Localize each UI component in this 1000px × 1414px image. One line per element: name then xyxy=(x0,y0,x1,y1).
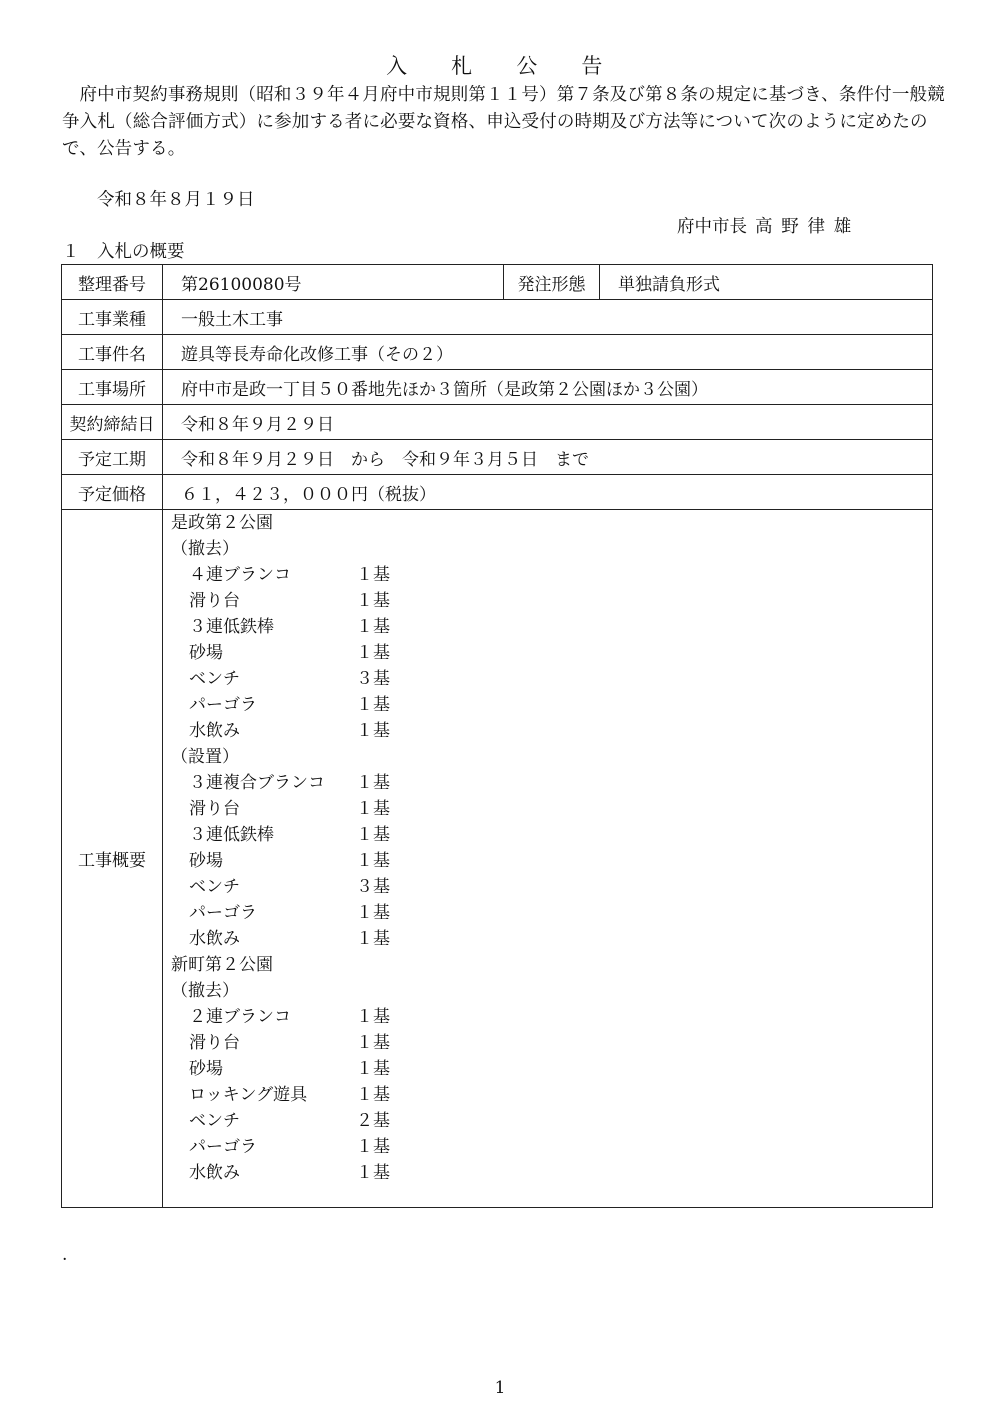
list-item xyxy=(171,640,932,666)
work-group xyxy=(171,536,932,562)
list-item xyxy=(171,926,932,952)
item-text: 水飲み xyxy=(189,1163,240,1183)
label-cell: 工事業種 xyxy=(62,300,163,335)
list-item xyxy=(171,666,932,692)
park-name xyxy=(171,510,932,536)
list-item xyxy=(171,770,932,796)
summary-list xyxy=(171,510,932,1186)
list-item xyxy=(171,718,932,744)
issuer-title: 府中市長 xyxy=(677,217,747,237)
item-quantity: １基 xyxy=(356,1137,390,1157)
item-text: 水飲み xyxy=(189,721,240,741)
list-item xyxy=(171,1056,932,1082)
list-item xyxy=(171,796,932,822)
item-text: 水飲み xyxy=(189,929,240,949)
intro-paragraph: 府中市契約事務規則（昭和３９年４月府中市規則第１１号）第７条及び第８条の規定に基づき、条件付一般競争入札（総合評価方式）に参加する者に必要な資格、申込受付の時期及び方法等について次のように定めたので、公告する。 xyxy=(62,85,945,159)
issuer-name: 高野律雄 xyxy=(755,217,860,237)
item-text: ３連低鉄棒 xyxy=(189,617,274,637)
item-quantity: １基 xyxy=(356,721,390,741)
park-name xyxy=(171,952,932,978)
item-quantity: １基 xyxy=(356,1163,390,1183)
item-quantity: ３基 xyxy=(356,877,390,897)
label-cell: 契約締結日 xyxy=(62,405,163,440)
item-text: 滑り台 xyxy=(189,799,240,819)
list-item xyxy=(171,562,932,588)
table-row xyxy=(62,335,933,370)
label-cell: 工事概要 xyxy=(62,510,163,1208)
list-item xyxy=(171,614,932,640)
item-quantity: ２基 xyxy=(356,1111,390,1131)
item-text: パーゴラ xyxy=(189,903,257,923)
value-cell: 第26100080号 xyxy=(163,265,504,300)
list-item xyxy=(171,900,932,926)
label-cell: 発注形態 xyxy=(504,265,600,300)
item-text: 滑り台 xyxy=(189,591,240,611)
item-quantity: １基 xyxy=(356,1059,390,1079)
list-item xyxy=(171,588,932,614)
table-row xyxy=(62,510,933,1208)
item-text: パーゴラ xyxy=(189,695,257,715)
value-cell: 単独請負形式 xyxy=(600,265,933,300)
item-text: 新町第２公園 xyxy=(171,955,273,975)
list-item xyxy=(171,1160,932,1186)
table-row xyxy=(62,440,933,475)
item-text: 滑り台 xyxy=(189,1033,240,1053)
list-item xyxy=(171,874,932,900)
item-quantity: １基 xyxy=(356,903,390,923)
value-cell: ６１，４２３，０００円（税抜） xyxy=(163,475,933,510)
label-cell: 工事件名 xyxy=(62,335,163,370)
page-number: 1 xyxy=(494,1378,506,1398)
item-text: ベンチ xyxy=(189,877,240,897)
list-item xyxy=(171,1082,932,1108)
item-quantity: １基 xyxy=(356,929,390,949)
table-row xyxy=(62,300,933,335)
item-text: （撤去） xyxy=(171,539,239,559)
item-quantity: １基 xyxy=(356,617,390,637)
list-item xyxy=(171,822,932,848)
item-quantity: １基 xyxy=(356,565,390,585)
section-heading: １ 入札の概要 xyxy=(62,242,185,262)
summary-cell xyxy=(163,510,933,1208)
issuer xyxy=(677,214,860,240)
item-text: （撤去） xyxy=(171,981,239,1001)
work-group xyxy=(171,744,932,770)
item-text: 是政第２公園 xyxy=(171,513,273,533)
item-text: ベンチ xyxy=(189,669,240,689)
item-quantity: １基 xyxy=(356,1007,390,1027)
list-item xyxy=(171,1134,932,1160)
item-quantity: １基 xyxy=(356,799,390,819)
list-item xyxy=(171,1108,932,1134)
item-text: 砂場 xyxy=(189,1059,223,1079)
label-cell: 整理番号 xyxy=(62,265,163,300)
item-quantity: １基 xyxy=(356,695,390,715)
value-cell: 令和８年９月２９日 から 令和９年３月５日 まで xyxy=(163,440,933,475)
item-text: パーゴラ xyxy=(189,1137,257,1157)
table-row xyxy=(62,370,933,405)
item-quantity: １基 xyxy=(356,1085,390,1105)
item-text: ２連ブランコ xyxy=(189,1007,291,1027)
trailing-mark: . xyxy=(62,1245,68,1265)
item-text: 砂場 xyxy=(189,643,223,663)
value-cell: 令和８年９月２９日 xyxy=(163,405,933,440)
label-cell: 予定価格 xyxy=(62,475,163,510)
list-item xyxy=(171,692,932,718)
label-cell: 予定工期 xyxy=(62,440,163,475)
item-text: （設置） xyxy=(171,747,239,767)
item-quantity: １基 xyxy=(356,591,390,611)
list-item xyxy=(171,1030,932,1056)
page-title: 入 札 公 告 xyxy=(386,54,614,78)
work-group xyxy=(171,978,932,1004)
notice-date: 令和８年８月１９日 xyxy=(97,190,255,210)
value-cell: 府中市是政一丁目５０番地先ほか３箇所（是政第２公園ほか３公園） xyxy=(163,370,933,405)
item-text: 砂場 xyxy=(189,851,223,871)
item-quantity: １基 xyxy=(356,851,390,871)
value-cell: 一般土木工事 xyxy=(163,300,933,335)
overview-table xyxy=(61,264,933,1208)
item-quantity: １基 xyxy=(356,773,390,793)
item-quantity: １基 xyxy=(356,643,390,663)
table-row xyxy=(62,475,933,510)
value-cell: 遊具等長寿命化改修工事（その２） xyxy=(163,335,933,370)
item-text: ３連低鉄棒 xyxy=(189,825,274,845)
item-quantity: ３基 xyxy=(356,669,390,689)
item-text: ロッキング遊具 xyxy=(189,1085,308,1105)
label-cell: 工事場所 xyxy=(62,370,163,405)
item-text: ４連ブランコ xyxy=(189,565,291,585)
item-quantity: １基 xyxy=(356,1033,390,1053)
list-item xyxy=(171,848,932,874)
item-text: ベンチ xyxy=(189,1111,240,1131)
item-quantity: １基 xyxy=(356,825,390,845)
item-text: ３連複合ブランコ xyxy=(189,773,325,793)
table-row xyxy=(62,265,933,300)
list-item xyxy=(171,1004,932,1030)
table-row xyxy=(62,405,933,440)
